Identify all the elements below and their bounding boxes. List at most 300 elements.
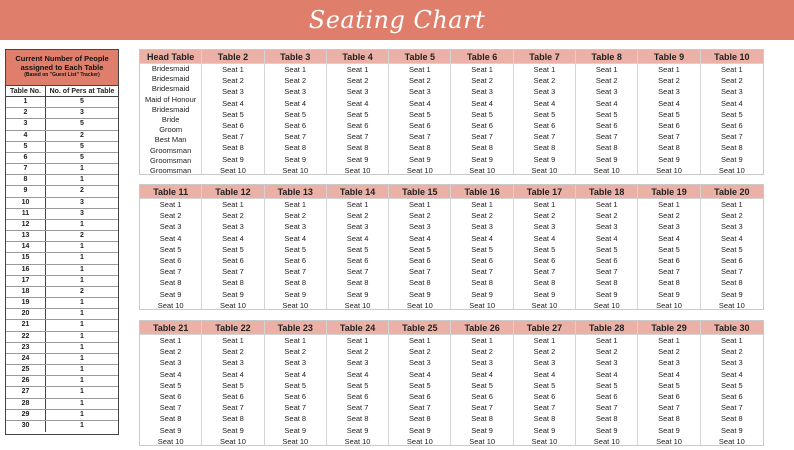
- seat-cell[interactable]: Seat 2: [595, 211, 618, 221]
- summary-row[interactable]: [6, 376, 118, 387]
- seat-cell[interactable]: Seat 9: [595, 289, 618, 299]
- seat-cell[interactable]: Seat 10: [593, 165, 620, 175]
- seat-cell[interactable]: Seat 2: [159, 347, 182, 357]
- seat-cell[interactable]: Seat 10: [282, 165, 309, 175]
- seat-cell[interactable]: Seat 10: [406, 436, 433, 446]
- seat-cell[interactable]: Seat 9: [346, 154, 369, 164]
- table-header[interactable]: Table 23: [265, 321, 326, 335]
- seat-cell[interactable]: Seat 2: [471, 347, 493, 357]
- seat-cell[interactable]: Seat 9: [222, 425, 244, 435]
- seat-cell[interactable]: Seat 2: [222, 211, 244, 221]
- seat-cell[interactable]: Seat 9: [471, 154, 493, 164]
- seat-cell[interactable]: Seat 6: [284, 120, 307, 130]
- seat-cell[interactable]: Seat 1: [346, 336, 369, 345]
- seat-cell[interactable]: Seat 4: [471, 369, 493, 379]
- table-header[interactable]: Table 27: [514, 321, 575, 335]
- seat-cell[interactable]: Seat 3: [159, 358, 182, 368]
- seat-cell[interactable]: Seat 1: [159, 336, 182, 345]
- seat-cell[interactable]: Seat 2: [471, 76, 493, 86]
- table-header[interactable]: Table 9: [638, 50, 699, 64]
- seat-cell[interactable]: Seat 8: [720, 278, 743, 288]
- seat-cell[interactable]: Seat 10: [531, 436, 558, 446]
- seat-cell[interactable]: Seat 7: [658, 267, 680, 277]
- seat-cell[interactable]: Seat 1: [408, 65, 431, 74]
- seat-cell[interactable]: Seat 3: [595, 87, 618, 97]
- seat-cell[interactable]: Seat 4: [408, 369, 431, 379]
- seat-cell[interactable]: Seat 3: [533, 358, 556, 368]
- seat-cell[interactable]: Seat 7: [533, 403, 556, 413]
- seat-cell[interactable]: Seat 7: [346, 267, 369, 277]
- seat-cell[interactable]: Groomsman: [150, 155, 192, 165]
- seat-cell[interactable]: Seat 3: [284, 358, 307, 368]
- seat-cell[interactable]: Seat 1: [595, 65, 618, 74]
- seat-cell[interactable]: Seat 5: [533, 380, 556, 390]
- seat-cell[interactable]: Seat 9: [720, 289, 743, 299]
- seat-cell[interactable]: Seat 3: [346, 87, 369, 97]
- seat-cell[interactable]: Seat 4: [533, 369, 556, 379]
- seat-cell[interactable]: Seat 5: [159, 380, 182, 390]
- seat-cell[interactable]: Seat 9: [595, 154, 618, 164]
- seat-cell[interactable]: Seat 7: [159, 403, 182, 413]
- seat-cell[interactable]: Seat 4: [159, 233, 182, 243]
- seat-cell[interactable]: Seat 6: [720, 120, 743, 130]
- seat-cell[interactable]: Seat 1: [222, 65, 244, 74]
- seat-cell[interactable]: Seat 3: [595, 222, 618, 232]
- table-header[interactable]: Table 6: [451, 50, 512, 64]
- seat-cell[interactable]: Seat 6: [284, 255, 307, 265]
- seat-cell[interactable]: Seat 8: [408, 278, 431, 288]
- seat-cell[interactable]: Seat 8: [720, 414, 743, 424]
- seat-cell[interactable]: Seat 6: [533, 120, 556, 130]
- seat-cell[interactable]: Seat 4: [408, 233, 431, 243]
- seat-cell[interactable]: Seat 7: [595, 403, 618, 413]
- seat-cell[interactable]: Seat 6: [471, 255, 493, 265]
- seat-cell[interactable]: Seat 3: [658, 222, 680, 232]
- seat-cell[interactable]: Seat 5: [658, 244, 680, 254]
- seat-cell[interactable]: Seat 4: [658, 233, 680, 243]
- seat-cell[interactable]: Seat 9: [658, 154, 680, 164]
- table-header[interactable]: Table 30: [701, 321, 763, 335]
- seat-cell[interactable]: Seat 9: [346, 289, 369, 299]
- seat-cell[interactable]: Seat 3: [471, 358, 493, 368]
- seat-cell[interactable]: Seat 6: [408, 391, 431, 401]
- seat-cell[interactable]: Seat 10: [718, 436, 745, 446]
- seat-cell[interactable]: Seat 8: [658, 143, 680, 153]
- seat-cell[interactable]: Seat 10: [656, 165, 682, 175]
- summary-row[interactable]: [6, 421, 118, 432]
- seat-cell[interactable]: Seat 8: [658, 278, 680, 288]
- summary-row[interactable]: [6, 253, 118, 264]
- seat-cell[interactable]: Seat 5: [533, 244, 556, 254]
- summary-row[interactable]: [6, 108, 118, 119]
- summary-row[interactable]: [6, 276, 118, 287]
- summary-row[interactable]: [6, 387, 118, 398]
- seat-cell[interactable]: Seat 1: [533, 336, 556, 345]
- seat-cell[interactable]: Seat 9: [471, 425, 493, 435]
- seat-cell[interactable]: Seat 8: [346, 143, 369, 153]
- seat-cell[interactable]: Seat 7: [720, 132, 743, 142]
- seat-cell[interactable]: Seat 7: [471, 267, 493, 277]
- seat-cell[interactable]: Seat 9: [408, 289, 431, 299]
- seat-cell[interactable]: Seat 2: [346, 347, 369, 357]
- summary-row[interactable]: [6, 287, 118, 298]
- seat-cell[interactable]: Seat 6: [408, 120, 431, 130]
- seat-cell[interactable]: Seat 5: [658, 380, 680, 390]
- seat-cell[interactable]: Seat 8: [159, 278, 182, 288]
- seat-cell[interactable]: Seat 5: [408, 109, 431, 119]
- seat-cell[interactable]: Seat 8: [595, 414, 618, 424]
- seat-cell[interactable]: Seat 10: [282, 300, 309, 310]
- seat-cell[interactable]: Seat 7: [408, 403, 431, 413]
- seat-cell[interactable]: Groom: [159, 125, 183, 135]
- seat-cell[interactable]: Seat 6: [595, 120, 618, 130]
- table-header[interactable]: Table 18: [576, 185, 637, 199]
- table-header[interactable]: Table 7: [514, 50, 575, 64]
- seat-cell[interactable]: Seat 7: [720, 267, 743, 277]
- seat-cell[interactable]: Seat 5: [720, 244, 743, 254]
- seat-cell[interactable]: Seat 5: [595, 244, 618, 254]
- seat-cell[interactable]: Seat 6: [720, 255, 743, 265]
- seat-cell[interactable]: Seat 5: [471, 109, 493, 119]
- seat-cell[interactable]: Seat 5: [533, 109, 556, 119]
- seat-cell[interactable]: Bridesmaid: [151, 74, 190, 84]
- seat-cell[interactable]: Seat 8: [720, 143, 743, 153]
- seat-cell[interactable]: Seat 6: [471, 391, 493, 401]
- summary-row[interactable]: [6, 354, 118, 365]
- seat-cell[interactable]: Seat 4: [471, 233, 493, 243]
- seat-cell[interactable]: Seat 10: [220, 165, 246, 175]
- seat-cell[interactable]: Seat 5: [284, 380, 307, 390]
- seat-cell[interactable]: Seat 9: [222, 154, 244, 164]
- seat-cell[interactable]: Seat 5: [159, 244, 182, 254]
- seat-cell[interactable]: Seat 2: [346, 76, 369, 86]
- seat-cell[interactable]: Seat 9: [533, 425, 556, 435]
- seat-cell[interactable]: Seat 6: [346, 255, 369, 265]
- seat-cell[interactable]: Seat 2: [720, 347, 743, 357]
- seat-cell[interactable]: Seat 9: [159, 289, 182, 299]
- seat-cell[interactable]: Seat 2: [533, 76, 556, 86]
- seat-cell[interactable]: Seat 10: [593, 300, 620, 310]
- seat-cell[interactable]: Seat 7: [658, 132, 680, 142]
- seat-cell[interactable]: Seat 4: [533, 233, 556, 243]
- seat-cell[interactable]: Seat 4: [346, 369, 369, 379]
- seat-cell[interactable]: Seat 7: [222, 267, 244, 277]
- seat-cell[interactable]: Seat 4: [408, 98, 431, 108]
- seat-cell[interactable]: Seat 10: [656, 436, 682, 446]
- table-header[interactable]: Table 8: [576, 50, 637, 64]
- seat-cell[interactable]: Seat 3: [408, 358, 431, 368]
- table-header[interactable]: Table 16: [451, 185, 512, 199]
- seat-cell[interactable]: Bride: [161, 114, 180, 124]
- seat-cell[interactable]: Seat 8: [222, 278, 244, 288]
- seat-cell[interactable]: Seat 6: [159, 391, 182, 401]
- seat-cell[interactable]: Seat 8: [284, 278, 307, 288]
- seat-cell[interactable]: Seat 3: [720, 358, 743, 368]
- seat-cell[interactable]: Seat 6: [471, 120, 493, 130]
- seat-cell[interactable]: Seat 7: [408, 132, 431, 142]
- table-header[interactable]: Table 22: [202, 321, 263, 335]
- seat-cell[interactable]: Seat 4: [658, 98, 680, 108]
- seat-cell[interactable]: Seat 3: [533, 222, 556, 232]
- seat-cell[interactable]: Seat 1: [658, 65, 680, 74]
- seat-cell[interactable]: Seat 4: [222, 98, 244, 108]
- seat-cell[interactable]: Seat 1: [471, 65, 493, 74]
- seat-cell[interactable]: Seat 9: [533, 154, 556, 164]
- seat-cell[interactable]: Seat 10: [344, 436, 371, 446]
- seat-cell[interactable]: Seat 8: [533, 278, 556, 288]
- seat-cell[interactable]: Seat 5: [595, 380, 618, 390]
- seat-cell[interactable]: Seat 4: [533, 98, 556, 108]
- seat-cell[interactable]: Seat 9: [658, 425, 680, 435]
- seat-cell[interactable]: Best Man: [154, 135, 187, 145]
- seat-cell[interactable]: Seat 6: [159, 255, 182, 265]
- seat-cell[interactable]: Seat 3: [471, 87, 493, 97]
- seat-cell[interactable]: Seat 4: [222, 369, 244, 379]
- seat-cell[interactable]: Seat 5: [284, 109, 307, 119]
- seat-cell[interactable]: Seat 10: [344, 165, 371, 175]
- seat-cell[interactable]: Seat 1: [595, 200, 618, 209]
- summary-row[interactable]: [6, 320, 118, 331]
- seat-cell[interactable]: Seat 5: [471, 380, 493, 390]
- seat-cell[interactable]: Seat 4: [346, 233, 369, 243]
- seat-cell[interactable]: Seat 2: [658, 211, 680, 221]
- seat-cell[interactable]: Seat 6: [595, 255, 618, 265]
- seat-cell[interactable]: Seat 7: [658, 403, 680, 413]
- seat-cell[interactable]: Seat 10: [157, 436, 184, 446]
- seat-cell[interactable]: Seat 7: [720, 403, 743, 413]
- summary-row[interactable]: [6, 209, 118, 220]
- seat-cell[interactable]: Seat 3: [408, 222, 431, 232]
- table-header[interactable]: Table 13: [265, 185, 326, 199]
- seat-cell[interactable]: Seat 2: [408, 211, 431, 221]
- seat-cell[interactable]: Seat 1: [533, 200, 556, 209]
- seat-cell[interactable]: Seat 9: [346, 425, 369, 435]
- seat-cell[interactable]: Seat 9: [222, 289, 244, 299]
- summary-row[interactable]: [6, 399, 118, 410]
- seat-cell[interactable]: Seat 4: [720, 98, 743, 108]
- seat-cell[interactable]: Seat 8: [408, 414, 431, 424]
- seat-cell[interactable]: Seat 6: [658, 255, 680, 265]
- seat-cell[interactable]: Seat 3: [720, 87, 743, 97]
- seat-cell[interactable]: Seat 3: [408, 87, 431, 97]
- seat-cell[interactable]: Seat 4: [595, 233, 618, 243]
- seat-cell[interactable]: Seat 5: [471, 244, 493, 254]
- seat-cell[interactable]: Seat 1: [408, 336, 431, 345]
- seat-cell[interactable]: Seat 8: [284, 143, 307, 153]
- table-header[interactable]: Table 12: [202, 185, 263, 199]
- table-header[interactable]: Table 17: [514, 185, 575, 199]
- seat-cell[interactable]: Seat 2: [284, 347, 307, 357]
- table-header[interactable]: Table 24: [327, 321, 388, 335]
- seat-cell[interactable]: Seat 1: [658, 200, 680, 209]
- seat-cell[interactable]: Seat 10: [469, 165, 496, 175]
- summary-row[interactable]: [6, 198, 118, 209]
- seat-cell[interactable]: Seat 7: [346, 403, 369, 413]
- seat-cell[interactable]: Seat 6: [222, 255, 244, 265]
- seat-cell[interactable]: Seat 10: [718, 165, 745, 175]
- summary-row[interactable]: [6, 309, 118, 320]
- seat-cell[interactable]: Seat 10: [656, 300, 682, 310]
- table-header[interactable]: Table 10: [701, 50, 763, 64]
- seat-cell[interactable]: Seat 10: [220, 300, 246, 310]
- seat-cell[interactable]: Seat 10: [406, 300, 433, 310]
- seat-cell[interactable]: Seat 9: [408, 154, 431, 164]
- seat-cell[interactable]: Seat 5: [284, 244, 307, 254]
- table-header[interactable]: Table 25: [389, 321, 450, 335]
- table-header[interactable]: Table 4: [327, 50, 388, 64]
- seat-cell[interactable]: Seat 5: [720, 380, 743, 390]
- seat-cell[interactable]: Seat 4: [346, 98, 369, 108]
- seat-cell[interactable]: Seat 2: [658, 76, 680, 86]
- seat-cell[interactable]: Seat 10: [593, 436, 620, 446]
- seat-cell[interactable]: Seat 1: [471, 336, 493, 345]
- seat-cell[interactable]: Seat 1: [159, 200, 182, 209]
- seat-cell[interactable]: Seat 8: [533, 143, 556, 153]
- seat-cell[interactable]: Seat 4: [720, 369, 743, 379]
- seat-cell[interactable]: Seat 2: [159, 211, 182, 221]
- table-header[interactable]: Table 2: [202, 50, 263, 64]
- seat-cell[interactable]: Seat 6: [222, 391, 244, 401]
- seat-cell[interactable]: Seat 3: [284, 87, 307, 97]
- seat-cell[interactable]: Seat 10: [406, 165, 433, 175]
- seat-cell[interactable]: Bridesmaid: [151, 104, 190, 114]
- seat-cell[interactable]: Seat 10: [469, 436, 496, 446]
- seat-cell[interactable]: Seat 8: [159, 414, 182, 424]
- seat-cell[interactable]: Seat 8: [222, 414, 244, 424]
- seat-cell[interactable]: Seat 5: [346, 244, 369, 254]
- summary-row[interactable]: [6, 343, 118, 354]
- seat-cell[interactable]: Seat 10: [531, 300, 558, 310]
- seat-cell[interactable]: Seat 5: [408, 380, 431, 390]
- seat-cell[interactable]: Seat 10: [282, 436, 309, 446]
- seat-cell[interactable]: Seat 1: [346, 200, 369, 209]
- seat-cell[interactable]: Seat 9: [284, 154, 307, 164]
- summary-row[interactable]: [6, 220, 118, 231]
- seat-cell[interactable]: Seat 3: [222, 222, 244, 232]
- seat-cell[interactable]: Seat 6: [346, 391, 369, 401]
- seat-cell[interactable]: Seat 6: [658, 391, 680, 401]
- seat-cell[interactable]: Seat 8: [533, 414, 556, 424]
- seat-cell[interactable]: Seat 9: [284, 425, 307, 435]
- seat-cell[interactable]: Seat 2: [222, 347, 244, 357]
- table-header[interactable]: Head Table: [140, 50, 201, 64]
- seat-cell[interactable]: Seat 4: [222, 233, 244, 243]
- seat-cell[interactable]: Seat 4: [720, 233, 743, 243]
- seat-cell[interactable]: Seat 9: [533, 289, 556, 299]
- summary-row[interactable]: [6, 131, 118, 142]
- seat-cell[interactable]: Seat 8: [595, 143, 618, 153]
- seat-cell[interactable]: Groomsman: [150, 165, 192, 175]
- seat-cell[interactable]: Seat 7: [595, 267, 618, 277]
- seat-cell[interactable]: Seat 3: [346, 358, 369, 368]
- seat-cell[interactable]: Seat 2: [222, 76, 244, 86]
- seat-cell[interactable]: Seat 3: [471, 222, 493, 232]
- seat-cell[interactable]: Seat 3: [222, 87, 244, 97]
- seat-cell[interactable]: Seat 4: [471, 98, 493, 108]
- seat-cell[interactable]: Seat 3: [720, 222, 743, 232]
- seat-cell[interactable]: Seat 6: [222, 120, 244, 130]
- seat-cell[interactable]: Seat 2: [533, 347, 556, 357]
- seat-cell[interactable]: Seat 10: [531, 165, 558, 175]
- summary-row[interactable]: [6, 231, 118, 242]
- seat-cell[interactable]: Seat 8: [408, 143, 431, 153]
- seat-cell[interactable]: Seat 6: [346, 120, 369, 130]
- summary-row[interactable]: [6, 97, 118, 108]
- seat-cell[interactable]: Seat 1: [284, 336, 307, 345]
- table-header[interactable]: Table 26: [451, 321, 512, 335]
- seat-cell[interactable]: Seat 7: [471, 132, 493, 142]
- seat-cell[interactable]: Seat 4: [595, 98, 618, 108]
- summary-row[interactable]: [6, 175, 118, 186]
- seat-cell[interactable]: Seat 2: [533, 211, 556, 221]
- seat-cell[interactable]: Seat 1: [346, 65, 369, 74]
- seat-cell[interactable]: Seat 5: [222, 380, 244, 390]
- seat-cell[interactable]: Seat 1: [720, 200, 743, 209]
- table-header[interactable]: Table 20: [701, 185, 763, 199]
- seat-cell[interactable]: Seat 2: [720, 211, 743, 221]
- seat-cell[interactable]: Seat 3: [159, 222, 182, 232]
- seat-cell[interactable]: Seat 5: [408, 244, 431, 254]
- table-header[interactable]: Table 14: [327, 185, 388, 199]
- seat-cell[interactable]: Seat 1: [595, 336, 618, 345]
- table-header[interactable]: Table 19: [638, 185, 699, 199]
- seat-cell[interactable]: Seat 9: [408, 425, 431, 435]
- seat-cell[interactable]: Seat 4: [595, 369, 618, 379]
- seat-cell[interactable]: Seat 2: [284, 211, 307, 221]
- seat-cell[interactable]: Seat 1: [720, 65, 743, 74]
- seat-cell[interactable]: Seat 1: [658, 336, 680, 345]
- seat-cell[interactable]: Seat 1: [284, 200, 307, 209]
- seat-cell[interactable]: Seat 3: [595, 358, 618, 368]
- summary-row[interactable]: [6, 265, 118, 276]
- seat-cell[interactable]: Seat 4: [284, 233, 307, 243]
- seat-cell[interactable]: Seat 6: [595, 391, 618, 401]
- summary-row[interactable]: [6, 242, 118, 253]
- seat-cell[interactable]: Seat 5: [346, 109, 369, 119]
- seat-cell[interactable]: Seat 2: [408, 347, 431, 357]
- seat-cell[interactable]: Seat 4: [159, 369, 182, 379]
- seat-cell[interactable]: Seat 3: [346, 222, 369, 232]
- seat-cell[interactable]: Seat 7: [222, 403, 244, 413]
- seat-cell[interactable]: Seat 2: [471, 211, 493, 221]
- seat-cell[interactable]: Seat 8: [471, 143, 493, 153]
- seat-cell[interactable]: Seat 1: [720, 336, 743, 345]
- seat-cell[interactable]: Seat 2: [595, 76, 618, 86]
- summary-row[interactable]: [6, 298, 118, 309]
- seat-cell[interactable]: Seat 2: [720, 76, 743, 86]
- seat-cell[interactable]: Bridesmaid: [151, 84, 190, 94]
- summary-row[interactable]: [6, 365, 118, 376]
- seat-cell[interactable]: Seat 7: [471, 403, 493, 413]
- seat-cell[interactable]: Seat 10: [220, 436, 246, 446]
- summary-row[interactable]: [6, 164, 118, 175]
- seat-cell[interactable]: Seat 7: [408, 267, 431, 277]
- seat-cell[interactable]: Seat 4: [658, 369, 680, 379]
- seat-cell[interactable]: Seat 9: [159, 425, 182, 435]
- seat-cell[interactable]: Seat 2: [346, 211, 369, 221]
- summary-row[interactable]: [6, 119, 118, 130]
- seat-cell[interactable]: Seat 7: [346, 132, 369, 142]
- summary-row[interactable]: [6, 142, 118, 153]
- summary-row[interactable]: [6, 332, 118, 343]
- table-header[interactable]: Table 3: [265, 50, 326, 64]
- seat-cell[interactable]: Seat 3: [222, 358, 244, 368]
- seat-cell[interactable]: Seat 6: [284, 391, 307, 401]
- seat-cell[interactable]: Seat 5: [720, 109, 743, 119]
- seat-cell[interactable]: Seat 6: [720, 391, 743, 401]
- table-header[interactable]: Table 21: [140, 321, 201, 335]
- seat-cell[interactable]: Seat 6: [408, 255, 431, 265]
